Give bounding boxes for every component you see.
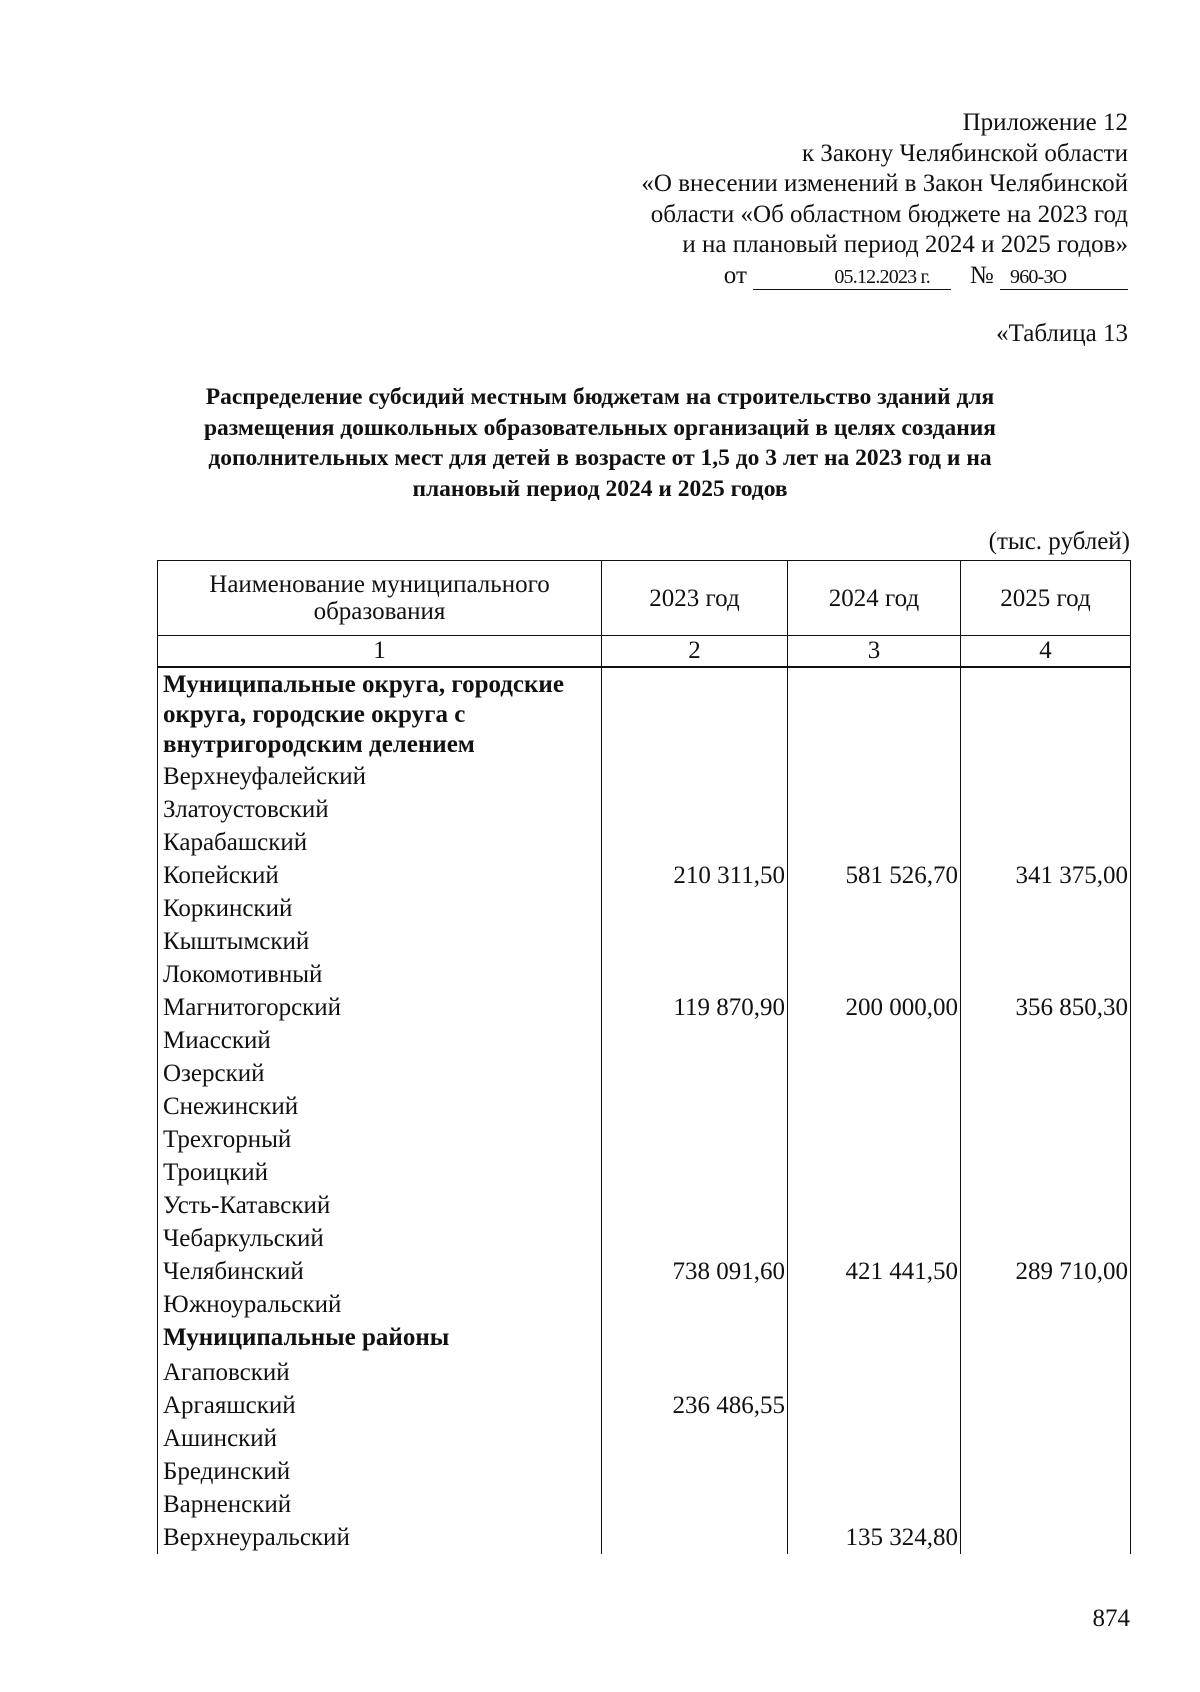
table-row bbox=[158, 793, 1131, 826]
value-2025 bbox=[961, 1090, 1131, 1123]
value-2025 bbox=[961, 1156, 1131, 1189]
value-2023: 119 870,90 bbox=[602, 991, 788, 1024]
value-2023 bbox=[602, 1488, 788, 1521]
empty-cell bbox=[961, 667, 1131, 760]
section-row bbox=[158, 1321, 1131, 1356]
value-2024 bbox=[788, 826, 961, 859]
municipality-name: Верхнеуфалейский bbox=[158, 760, 602, 793]
table-row bbox=[158, 1156, 1131, 1189]
value-2024 bbox=[788, 892, 961, 925]
municipality-name: Копейский bbox=[158, 859, 602, 892]
value-2025 bbox=[961, 1488, 1131, 1521]
column-number: 4 bbox=[961, 636, 1131, 668]
value-2023 bbox=[602, 793, 788, 826]
value-2023 bbox=[602, 892, 788, 925]
appendix-line-5: и на плановый период 2024 и 2025 годов» bbox=[682, 231, 1128, 258]
table-row bbox=[158, 760, 1131, 793]
value-2023: 738 091,60 bbox=[602, 1255, 788, 1288]
column-number: 2 bbox=[602, 636, 788, 668]
value-2023 bbox=[602, 1356, 788, 1389]
value-2023 bbox=[602, 1057, 788, 1090]
table-row bbox=[158, 859, 1131, 892]
value-2023 bbox=[602, 1288, 788, 1321]
municipality-name: Озерский bbox=[158, 1057, 602, 1090]
value-2024 bbox=[788, 1156, 961, 1189]
number-label: № bbox=[969, 261, 994, 289]
value-2025 bbox=[961, 925, 1131, 958]
column-number: 3 bbox=[788, 636, 961, 668]
value-2025 bbox=[961, 1123, 1131, 1156]
value-2024 bbox=[788, 958, 961, 991]
header-row bbox=[158, 561, 1131, 636]
table-label: «Таблица 13 bbox=[996, 320, 1128, 347]
value-2024 bbox=[788, 1090, 961, 1123]
value-2023 bbox=[602, 1024, 788, 1057]
municipality-name: Южноуральский bbox=[158, 1288, 602, 1321]
value-2025 bbox=[961, 1024, 1131, 1057]
table-row bbox=[158, 1422, 1131, 1455]
value-2023 bbox=[602, 1090, 788, 1123]
table-row bbox=[158, 1090, 1131, 1123]
value-2023 bbox=[602, 760, 788, 793]
municipality-name: Трехгорный bbox=[158, 1123, 602, 1156]
value-2024 bbox=[788, 925, 961, 958]
table-row bbox=[158, 1356, 1131, 1389]
appendix-line-2: к Закону Челябинской области bbox=[802, 139, 1128, 167]
column-number: 1 bbox=[158, 636, 602, 668]
value-2024 bbox=[788, 1488, 961, 1521]
table-row bbox=[158, 1057, 1131, 1090]
value-2024 bbox=[788, 1123, 961, 1156]
municipality-name: Троицкий bbox=[158, 1156, 602, 1189]
empty-cell bbox=[788, 667, 961, 760]
header-2023: 2023 год bbox=[602, 561, 788, 636]
table-row bbox=[158, 958, 1131, 991]
value-2024 bbox=[788, 1057, 961, 1090]
value-2024 bbox=[788, 1189, 961, 1222]
appendix-line-1: Приложение 12 bbox=[962, 109, 1128, 136]
law-signature-line bbox=[528, 261, 1128, 292]
empty-cell bbox=[602, 1321, 788, 1356]
value-2025 bbox=[961, 1521, 1131, 1554]
column-number-row bbox=[158, 636, 1131, 668]
value-2023 bbox=[602, 1422, 788, 1455]
municipality-name: Карабашский bbox=[158, 826, 602, 859]
table-row bbox=[158, 892, 1131, 925]
value-2025 bbox=[961, 892, 1131, 925]
table-row bbox=[158, 1255, 1131, 1288]
municipality-name: Снежинский bbox=[158, 1090, 602, 1123]
appendix-line-4: области «Об областном бюджете на 2023 год bbox=[650, 200, 1128, 228]
municipality-name: Ашинский bbox=[158, 1422, 602, 1455]
municipality-name: Брединский bbox=[158, 1455, 602, 1488]
table-row bbox=[158, 1024, 1131, 1057]
value-2025 bbox=[961, 1455, 1131, 1488]
from-label: от bbox=[723, 261, 747, 289]
municipality-name: Аргаяшский bbox=[158, 1389, 602, 1422]
page-number: 874 bbox=[1092, 1605, 1130, 1632]
value-2025 bbox=[961, 1288, 1131, 1321]
table-row bbox=[158, 1389, 1131, 1422]
value-2025 bbox=[961, 1189, 1131, 1222]
law-date: 05.12.2023 г. bbox=[753, 265, 951, 290]
value-2023 bbox=[602, 1455, 788, 1488]
value-2025: 341 375,00 bbox=[961, 859, 1131, 892]
value-2024: 135 324,80 bbox=[788, 1521, 961, 1554]
value-2025 bbox=[961, 1389, 1131, 1422]
empty-cell bbox=[961, 1321, 1131, 1356]
municipality-name: Варненский bbox=[158, 1488, 602, 1521]
empty-cell bbox=[602, 667, 788, 760]
value-2024 bbox=[788, 1455, 961, 1488]
value-2024 bbox=[788, 760, 961, 793]
table-row bbox=[158, 1189, 1131, 1222]
title-line-3: дополнительных мест для детей в возрасте от 1,5 до 3 лет на 2023 год и на bbox=[208, 445, 992, 471]
empty-cell bbox=[788, 1321, 961, 1356]
value-2025 bbox=[961, 1222, 1131, 1255]
section-row bbox=[158, 667, 1131, 760]
table-row bbox=[158, 1521, 1131, 1554]
value-2025: 289 710,00 bbox=[961, 1255, 1131, 1288]
municipality-name: Миасский bbox=[158, 1024, 602, 1057]
subsidy-table bbox=[157, 560, 1131, 1554]
value-2025 bbox=[961, 1422, 1131, 1455]
table-row bbox=[158, 1455, 1131, 1488]
title-line-2: размещения дошкольных образовательных организаций в целях создания bbox=[203, 414, 996, 441]
header-2024: 2024 год bbox=[788, 561, 961, 636]
document-title bbox=[150, 382, 1050, 504]
value-2023 bbox=[602, 1123, 788, 1156]
value-2025: 356 850,30 bbox=[961, 991, 1131, 1024]
municipality-name: Златоустовский bbox=[158, 793, 602, 826]
municipality-name: Магнитогорский bbox=[158, 991, 602, 1024]
section-heading: Муниципальные округа, городские округа, городские округа с внутригородским делением bbox=[158, 667, 602, 760]
value-2024: 581 526,70 bbox=[788, 859, 961, 892]
value-2024 bbox=[788, 793, 961, 826]
law-number: 960-ЗО bbox=[1000, 265, 1128, 290]
value-2023 bbox=[602, 1222, 788, 1255]
value-2023 bbox=[602, 925, 788, 958]
appendix-line-3: «О внесении изменений в Закон Челябинской bbox=[641, 170, 1128, 197]
value-2025 bbox=[961, 1057, 1131, 1090]
value-2024 bbox=[788, 1222, 961, 1255]
table-row bbox=[158, 925, 1131, 958]
value-2024 bbox=[788, 1356, 961, 1389]
value-2023 bbox=[602, 1521, 788, 1554]
value-2024 bbox=[788, 1422, 961, 1455]
value-2025 bbox=[961, 1356, 1131, 1389]
value-2024 bbox=[788, 1024, 961, 1057]
value-2023 bbox=[602, 1156, 788, 1189]
value-2023 bbox=[602, 958, 788, 991]
units-label: (тыс. рублей) bbox=[988, 528, 1130, 555]
value-2023 bbox=[602, 826, 788, 859]
table-row bbox=[158, 1288, 1131, 1321]
municipality-name: Челябинский bbox=[158, 1255, 602, 1288]
header-2025: 2025 год bbox=[961, 561, 1131, 636]
value-2023: 236 486,55 bbox=[602, 1389, 788, 1422]
municipality-name: Локомотивный bbox=[158, 958, 602, 991]
title-line-4: плановый период 2024 и 2025 годов bbox=[412, 475, 788, 502]
municipality-name: Усть-Катавский bbox=[158, 1189, 602, 1222]
municipality-name: Чебаркульский bbox=[158, 1222, 602, 1255]
header-name: Наименование муниципального образования bbox=[158, 561, 602, 636]
table-row bbox=[158, 826, 1131, 859]
value-2024: 421 441,50 bbox=[788, 1255, 961, 1288]
value-2024 bbox=[788, 1288, 961, 1321]
table-row bbox=[158, 1222, 1131, 1255]
value-2025 bbox=[961, 760, 1131, 793]
municipality-name: Кыштымский bbox=[158, 925, 602, 958]
table-row bbox=[158, 1123, 1131, 1156]
table-row bbox=[158, 1488, 1131, 1521]
value-2025 bbox=[961, 793, 1131, 826]
value-2025 bbox=[961, 826, 1131, 859]
value-2024: 200 000,00 bbox=[788, 991, 961, 1024]
municipality-name: Агаповский bbox=[158, 1356, 602, 1389]
appendix-header bbox=[528, 108, 1128, 291]
value-2023: 210 311,50 bbox=[602, 859, 788, 892]
value-2025 bbox=[961, 958, 1131, 991]
municipality-name: Коркинский bbox=[158, 892, 602, 925]
table-row bbox=[158, 991, 1131, 1024]
title-line-1: Распределение субсидий местным бюджетам на строительство зданий для bbox=[205, 384, 995, 410]
section-heading: Муниципальные районы bbox=[158, 1321, 602, 1356]
value-2023 bbox=[602, 1189, 788, 1222]
municipality-name: Верхнеуральский bbox=[158, 1521, 602, 1554]
value-2024 bbox=[788, 1389, 961, 1422]
